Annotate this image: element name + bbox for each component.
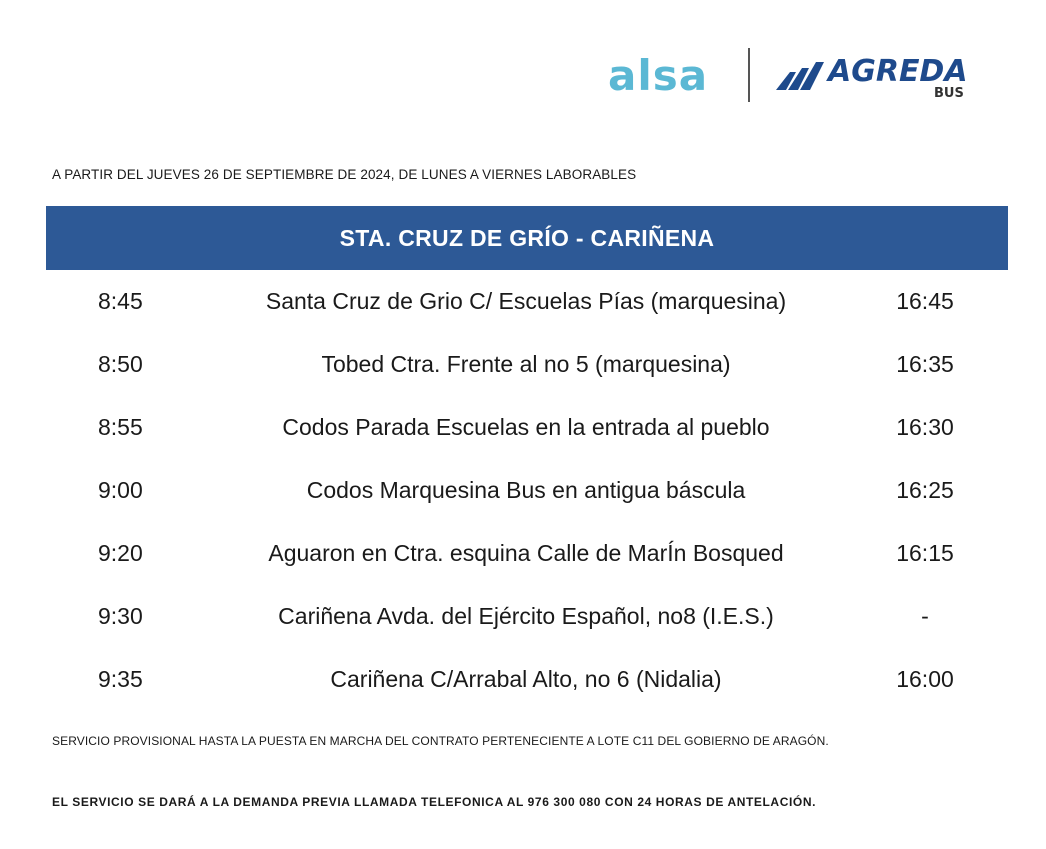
stop-name: Cariñena C/Arrabal Alto, no 6 (Nidalia) xyxy=(330,666,722,692)
schedule-row xyxy=(46,459,1008,522)
stop-name: Codos Parada Escuelas en la entrada al pueblo xyxy=(282,414,770,440)
return-time: 16:45 xyxy=(896,288,954,314)
stop-name: Tobed Ctra. Frente al no 5 (marquesina) xyxy=(321,351,731,377)
return-time: 16:30 xyxy=(896,414,954,440)
departure-time: 9:00 xyxy=(98,477,143,503)
schedule-row xyxy=(46,270,1008,333)
schedule-row xyxy=(46,333,1008,396)
return-time: 16:15 xyxy=(896,540,954,566)
stop-name: Santa Cruz de Grio C/ Escuelas Pías (marquesina) xyxy=(265,288,787,314)
schedule-row xyxy=(46,648,1008,711)
departure-time: 9:35 xyxy=(98,666,143,692)
agreda-bus-wordmark: BUS xyxy=(934,86,964,101)
return-time: - xyxy=(921,603,929,629)
logo-bar xyxy=(608,48,988,108)
departure-time: 8:55 xyxy=(98,414,143,440)
alsa-logo: alsa xyxy=(608,51,709,100)
agreda-wordmark: AGREDA xyxy=(828,54,968,89)
schedule-row xyxy=(46,396,1008,459)
agreda-wing-icon xyxy=(776,60,826,90)
logo-divider xyxy=(748,48,750,102)
departure-time: 8:50 xyxy=(98,351,143,377)
provisional-service-notice: SERVICIO PROVISIONAL HASTA LA PUESTA EN MARCHA DEL CONTRATO PERTENECIENTE A LOTE C11 DEL GOBIERNO DE ARAGÓN. xyxy=(52,734,829,748)
return-time: 16:00 xyxy=(896,666,954,692)
agreda-bus-logo xyxy=(776,54,976,104)
route-title: STA. CRUZ DE GRÍO - CARIÑENA xyxy=(46,206,1008,270)
return-time: 16:35 xyxy=(896,351,954,377)
departure-time: 9:30 xyxy=(98,603,143,629)
return-time: 16:25 xyxy=(896,477,954,503)
schedule-row xyxy=(46,522,1008,585)
schedule-table xyxy=(46,270,1008,711)
validity-notice: A PARTIR DEL JUEVES 26 DE SEPTIEMBRE DE 2024, DE LUNES A VIERNES LABORABLES xyxy=(52,167,637,182)
stop-name: Aguaron en Ctra. esquina Calle de MarÍn Bosqued xyxy=(268,540,784,566)
stop-name: Cariñena Avda. del Ejército Español, no8 (I.E.S.) xyxy=(278,603,774,629)
departure-time: 9:20 xyxy=(98,540,143,566)
stop-name: Codos Marquesina Bus en antigua báscula xyxy=(306,477,746,503)
schedule-row xyxy=(46,585,1008,648)
departure-time: 8:45 xyxy=(98,288,143,314)
on-demand-service-notice: EL SERVICIO SE DARÁ A LA DEMANDA PREVIA LLAMADA TELEFONICA AL 976 300 080 CON 24 HORAS DE ANTELACIÓN. xyxy=(52,795,817,809)
